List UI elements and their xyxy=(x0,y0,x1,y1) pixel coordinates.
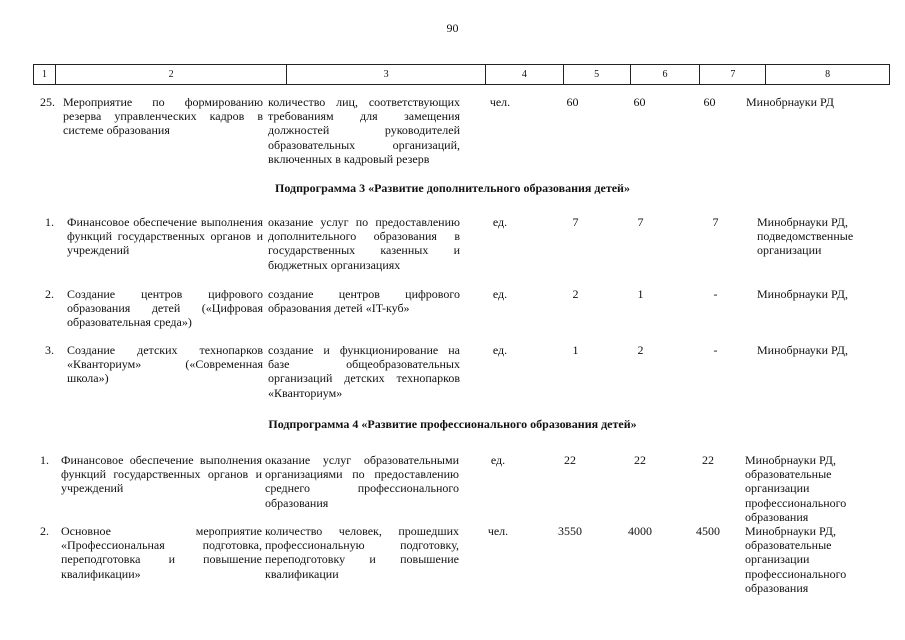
row-number: 1. xyxy=(40,453,49,467)
unit: чел. xyxy=(489,95,511,109)
measure-name: Создание центров цифрового образования детей («Цифровая образовательная среда») xyxy=(67,287,263,330)
value-2019: 60 xyxy=(566,95,579,109)
indicator-text: создание центров цифрового образования детей «IT-куб» xyxy=(268,287,460,316)
row-number: 1. xyxy=(45,215,54,229)
row-number: 3. xyxy=(45,343,54,357)
indicator-text: оказание услуг образовательными организациями по предоставлению среднего профессионального образования xyxy=(265,453,459,510)
executor: Минобрнауки РД, xyxy=(757,343,848,357)
unit: ед. xyxy=(492,343,508,357)
value-2019: 2 xyxy=(572,287,579,301)
value-2020: 7 xyxy=(637,215,644,229)
value-2019: 7 xyxy=(572,215,579,229)
executor: Минобрнауки РД, подведомственные организации xyxy=(757,215,854,258)
measure-name: Финансовое обеспечение выполнения функций государственных органов и учреждений xyxy=(61,453,262,496)
value-2020: 1 xyxy=(637,287,644,301)
page-number: 90 xyxy=(446,21,459,35)
value-2020: 4000 xyxy=(628,524,652,538)
indicator-text: количество человек, прошедших профессиональную подготовку, переподготовку и повышение квалификации xyxy=(265,524,459,581)
executor: Минобрнауки РД, xyxy=(757,287,848,301)
executor: Минобрнауки РД, образовательные организации профессионального образования xyxy=(745,524,847,595)
subprogram-4-title: Подпрограмма 4 «Развитие профессионального образования детей» xyxy=(268,417,637,431)
value-2019: 1 xyxy=(572,343,579,357)
value-2021: 60 xyxy=(703,95,716,109)
value-2021: - xyxy=(713,287,718,301)
value-2021: 22 xyxy=(702,453,714,467)
measure-name: Создание детских технопарков «Кванториум» («Современная школа») xyxy=(67,343,263,386)
header-col-1: 1 xyxy=(34,65,56,84)
indicator-text: количество лиц, соответствующих требованиям для замещения должностей руководителей образовательных организаций, включенных в кадровый резерв xyxy=(268,95,460,166)
indicator-text: создание и функционирование на базе общеобразовательных организаций детских технопарков «Кванториум» xyxy=(268,343,460,400)
header-col-4: 4 xyxy=(486,65,564,84)
executor: Минобрнауки РД, образовательные организации профессионального образования xyxy=(745,453,847,524)
measure-name: Основное мероприятие «Профессиональная подготовка, переподготовка и повышение квалификации» xyxy=(61,524,262,581)
header-col-5: 5 xyxy=(564,65,631,84)
table-header-row xyxy=(33,64,890,85)
executor: Минобрнауки РД xyxy=(746,95,834,109)
header-col-3: 3 xyxy=(287,65,486,84)
row-number: 2. xyxy=(45,287,54,301)
subprogram-3-title: Подпрограмма 3 «Развитие дополнительного образования детей» xyxy=(275,181,630,195)
unit: ед. xyxy=(492,287,508,301)
unit: ед. xyxy=(490,453,506,467)
value-2021: 7 xyxy=(712,215,719,229)
indicator-text: оказание услуг по предоставлению дополнительного образования в государственных казенных и бюджетных организациях xyxy=(268,215,460,272)
header-col-8: 8 xyxy=(825,69,831,80)
value-2019: 22 xyxy=(564,453,576,467)
unit: чел. xyxy=(487,524,509,538)
unit: ед. xyxy=(492,215,508,229)
row-number: 2. xyxy=(40,524,49,538)
value-2021: - xyxy=(713,343,718,357)
value-2020: 60 xyxy=(633,95,646,109)
value-2019: 3550 xyxy=(558,524,582,538)
header-col-7: 7 xyxy=(700,65,766,84)
measure-name: Финансовое обеспечение выполнения функций государственных органов и учреждений xyxy=(67,215,263,258)
value-2020: 2 xyxy=(637,343,644,357)
measure-name: Мероприятие по формированию резерва управленческих кадров в системе образования xyxy=(63,95,263,138)
value-2021: 4500 xyxy=(696,524,720,538)
header-col-6: 6 xyxy=(631,65,701,84)
header-col-2: 2 xyxy=(56,65,287,84)
row-number: 25. xyxy=(40,95,55,109)
value-2020: 22 xyxy=(634,453,646,467)
